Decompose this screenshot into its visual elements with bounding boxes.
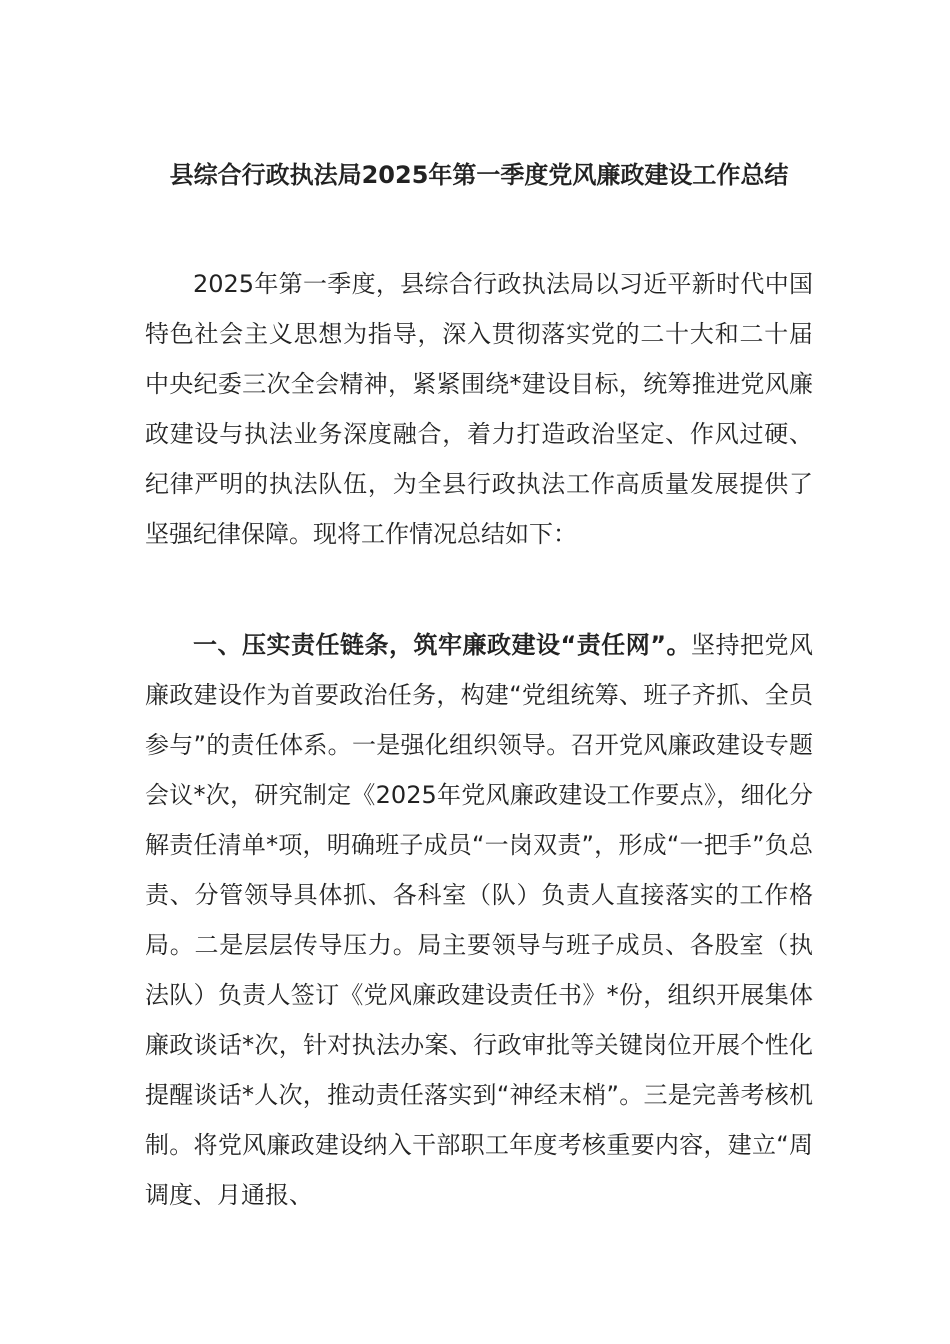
section-1-body: 坚持把党风廉政建设作为首要政治任务，构建“党组统筹、班子齐抓、全员参与”的责任体系。一是强化组织领导。召开党风廉政建设专题会议*次，研究制定《2025年党风廉政建设工作要点》，细化分解责任清单*项，明确班子成员“一岗双责”，形成“一把手”负总责、分管领导具体抓、各科室（队）负责人直接落实的工作格局。二是层层传导压力。局主要领导与班子成员、各股室（执法队）负责人签订《党风廉政建设责任书》*份，组织开展集体廉政谈话*次，针对执法办案、行政审批等关键岗位开展个性化提醒谈话*人次，推动责任落实到“神经末梢”。三是完善考核机制。将党风廉政建设纳入干部职工年度考核重要内容，建立“周调度、月通报、 xyxy=(145,631,814,1209)
paragraph-section-1 xyxy=(145,620,813,1220)
section-1-heading: 一、压实责任链条，筑牢廉政建设“责任网”。 xyxy=(193,631,692,659)
paragraph-intro: 2025年第一季度，县综合行政执法局以习近平新时代中国特色社会主义思想为指导，深入贯彻落实党的二十大和二十届中央纪委三次全会精神，紧紧围绕*建设目标，统筹推进党风廉政建设与执法业务深度融合，着力打造政治坚定、作风过硬、纪律严明的执法队伍，为全县行政执法工作高质量发展提供了坚强纪律保障。现将工作情况总结如下： xyxy=(145,270,813,548)
document-title: 县综合行政执法局2025年第一季度党风廉政建设工作总结 xyxy=(169,161,789,189)
